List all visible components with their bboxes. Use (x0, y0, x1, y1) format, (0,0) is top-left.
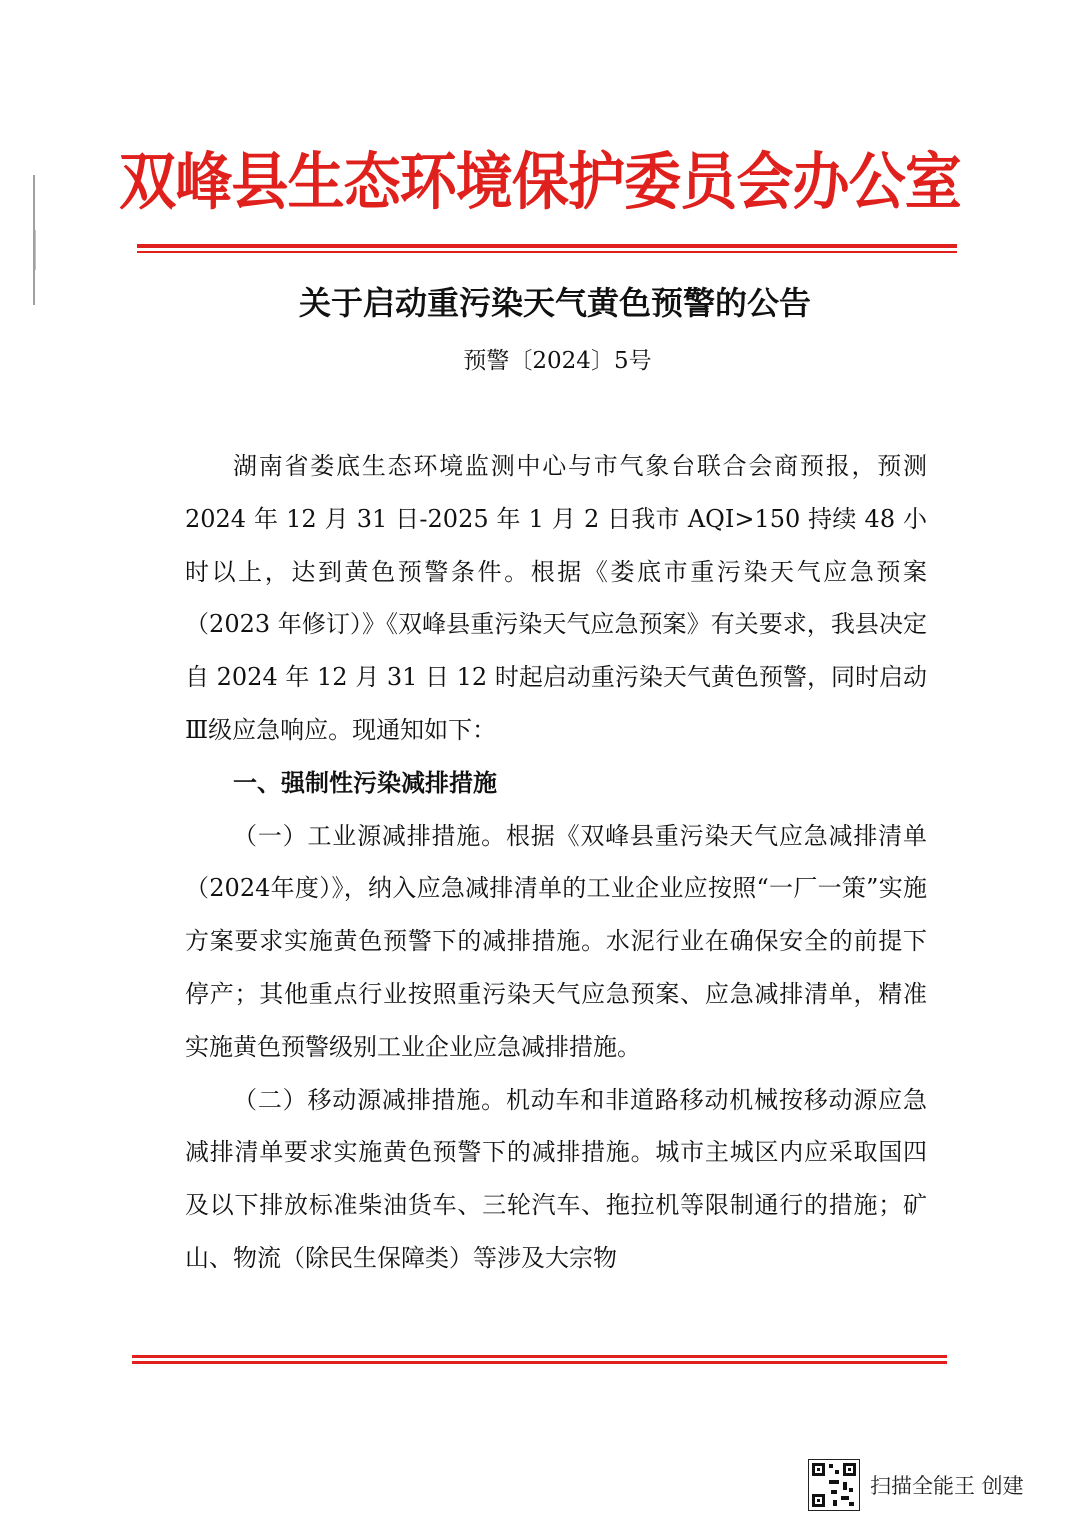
header-red-rule-thin (137, 251, 957, 253)
document-number: 预警〔2024〕5号 (463, 348, 652, 374)
document-title: 关于启动重污染天气黄色预警的公告 (298, 284, 811, 322)
issuer-header: 双峰县生态环境保护委员会办公室 (119, 145, 961, 218)
scan-edge-mark (35, 230, 36, 270)
scanner-credit-text: 扫描全能王 创建 (870, 1474, 1024, 1498)
body-paragraph-mobile: （二）移动源减排措施。机动车和非道路移动机械按移动源应急减排清单要求实施黄色预警下的减排措施。城市主城区内应采取国四及以下排放标准柴油货车、三轮汽车、拖拉机等限制通行的措施；矿山、物流（除民生保障类）等涉及大宗物 (185, 1085, 927, 1272)
footer-red-rule (132, 1361, 947, 1364)
qr-code-icon (808, 1459, 860, 1511)
body-paragraph-industrial: （一）工业源减排措施。根据《双峰县重污染天气应急减排清单（2024年度）》，纳入应急减排清单的工业企业应按照“一厂一策”实施方案要求实施黄色预警下的减排措施。水泥行业在确保安全的前提下停产；其他重点行业按照重污染天气应急预案、应急减排清单，精准实施黄色预警级别工业企业应急减排措施。 (185, 821, 927, 1061)
section-heading: 一、强制性污染减排措施 (233, 768, 497, 797)
document-body (185, 440, 927, 1285)
header-red-rule-thick (137, 244, 957, 248)
scanner-watermark (808, 1458, 1058, 1512)
body-paragraph-intro: 湖南省娄底生态环境监测中心与市气象台联合会商预报，预测 2024 年 12 月 31 日-2025 年 1 月 2 日我市 AQI>150 持续 48 小时以上，达到黄色预警条件。根据《娄底市重污染天气应急预案（2023 年修订）》《双峰县重污染天气应急预案》有关要求，我县决定自 2024 年 12 月 31 日 12 时起启动重污染天气黄色预警，同时启动Ⅲ级应急响应。现通知如下： (185, 452, 927, 744)
footer-red-rule (132, 1355, 947, 1358)
